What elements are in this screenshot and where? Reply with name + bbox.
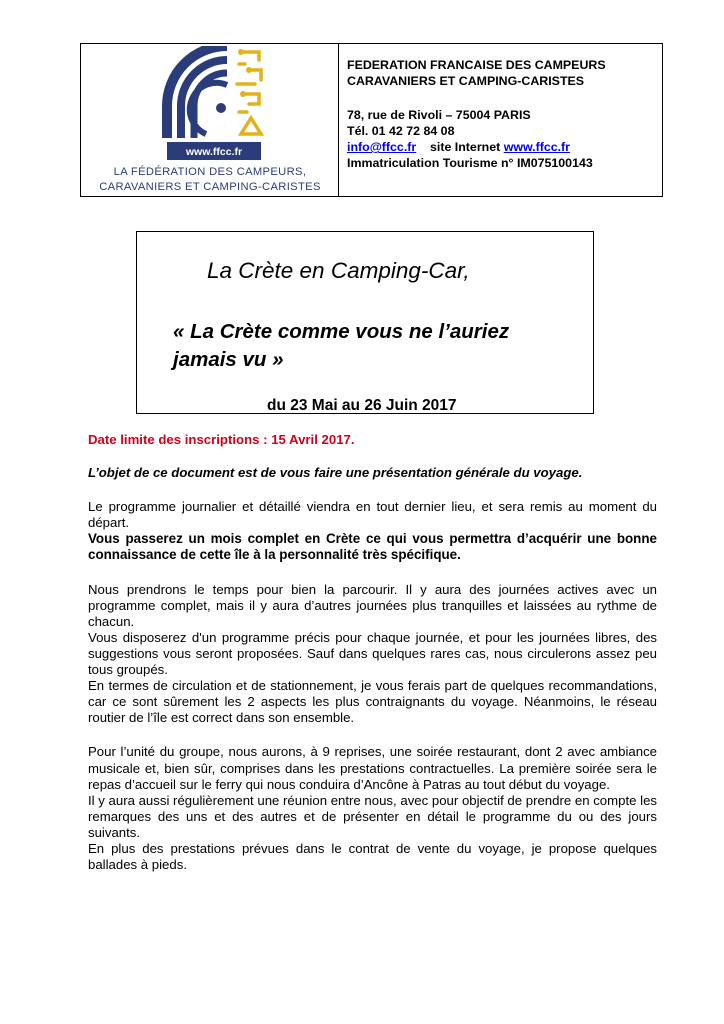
paragraph-daily-program: Vous disposerez d'un programme précis pour chaque journée, et pour les journées libres, des suggestions vous seront proposées. Sauf dans quelques rares cas, nous circulerons assez peu tous groupés. [88,629,657,678]
paragraph-group-dinners: Pour l’unité du groupe, nous aurons, à 9 reprises, une soirée restaurant, dont 2 avec ambiance musicale et, bien sûr, comprises dans les prestations contractuelles. La première soirée sera le repas d’accueil sur le ferry qui nous conduira d’Ancône à Patras au tout début du voyage. [88,744,657,792]
logo-block [81,44,339,196]
org-address: 78, rue de Rivoli – 75004 PARIS [347,107,531,122]
paragraph-walks: En plus des prestations prévues dans le contrat de vente du voyage, je propose quelques ballades à pieds. [88,840,657,873]
org-name-line-1: FEDERATION FRANCAISE DES CAMPEURS [347,58,606,72]
paragraph-pace: Nous prendrons le temps pour bien la parcourir. Il y aura des journées actives avec un programme complet, mais il y aura d’autres journées plus tranquilles et laissées au rythme de chacun. [88,581,657,629]
paragraph-highlight: Vous passerez un mois complet en Crète ce qui vous permettra d’acquérir une bonne connaissance de cette île à la personnalité très spécifique. [88,531,657,563]
trip-title-box [136,231,594,414]
website-link[interactable]: www.ffcc.fr [503,140,571,155]
paragraph-meetings: Il y aura aussi régulièrement une réunion entre nous, avec pour objectif de prendre en compte les remarques des uns et des autres et de présenter en détail le programme du ou des jours suivants. [88,792,657,840]
paragraph-program: Le programme journalier et détaillé viendra en tout dernier lieu, et sera remis au moment du départ. [88,499,657,531]
letterhead [80,43,663,197]
paragraph-traffic: En termes de circulation et de stationnement, je vous ferais part de quelques recommandations, car ce sont sûrement les 2 aspects les plus contraignants du voyage. Néanmoins, le réseau routier de l’île est correct dans son ensemble. [88,678,657,726]
logo-url: www.ffcc.fr [185,146,243,158]
site-label: site Internet [430,140,501,155]
org-contact-line [347,139,662,155]
org-name-line-2: CARAVANIERS ET CAMPING-CARISTES [347,74,585,89]
logo-caption-line-2: CARAVANIERS ET CAMPING-CARISTES [99,180,321,193]
ffcc-logo [159,46,269,164]
org-registration: Immatriculation Tourisme n° IM075100143 [347,156,593,171]
logo-caption-line-1: LA FÉDÉRATION DES CAMPEURS, [113,166,307,178]
document-objective: L’objet de ce document est de vous faire une présentation générale du voyage. [88,465,583,481]
registration-deadline: Date limite des inscriptions : 15 Avril 2017. [88,432,355,447]
organization-info [347,57,662,172]
org-phone: Tél. 01 42 72 84 08 [347,123,455,138]
trip-title: La Crète en Camping-Car, [207,258,470,283]
logo-caption [81,165,339,194]
trip-dates: du 23 Mai au 26 Juin 2017 [267,397,457,414]
trip-subtitle: « La Crète comme vous ne l’auriez jamais vu » [173,320,510,371]
document-body [88,432,657,873]
email-link[interactable]: info@ffcc.fr [347,140,417,155]
